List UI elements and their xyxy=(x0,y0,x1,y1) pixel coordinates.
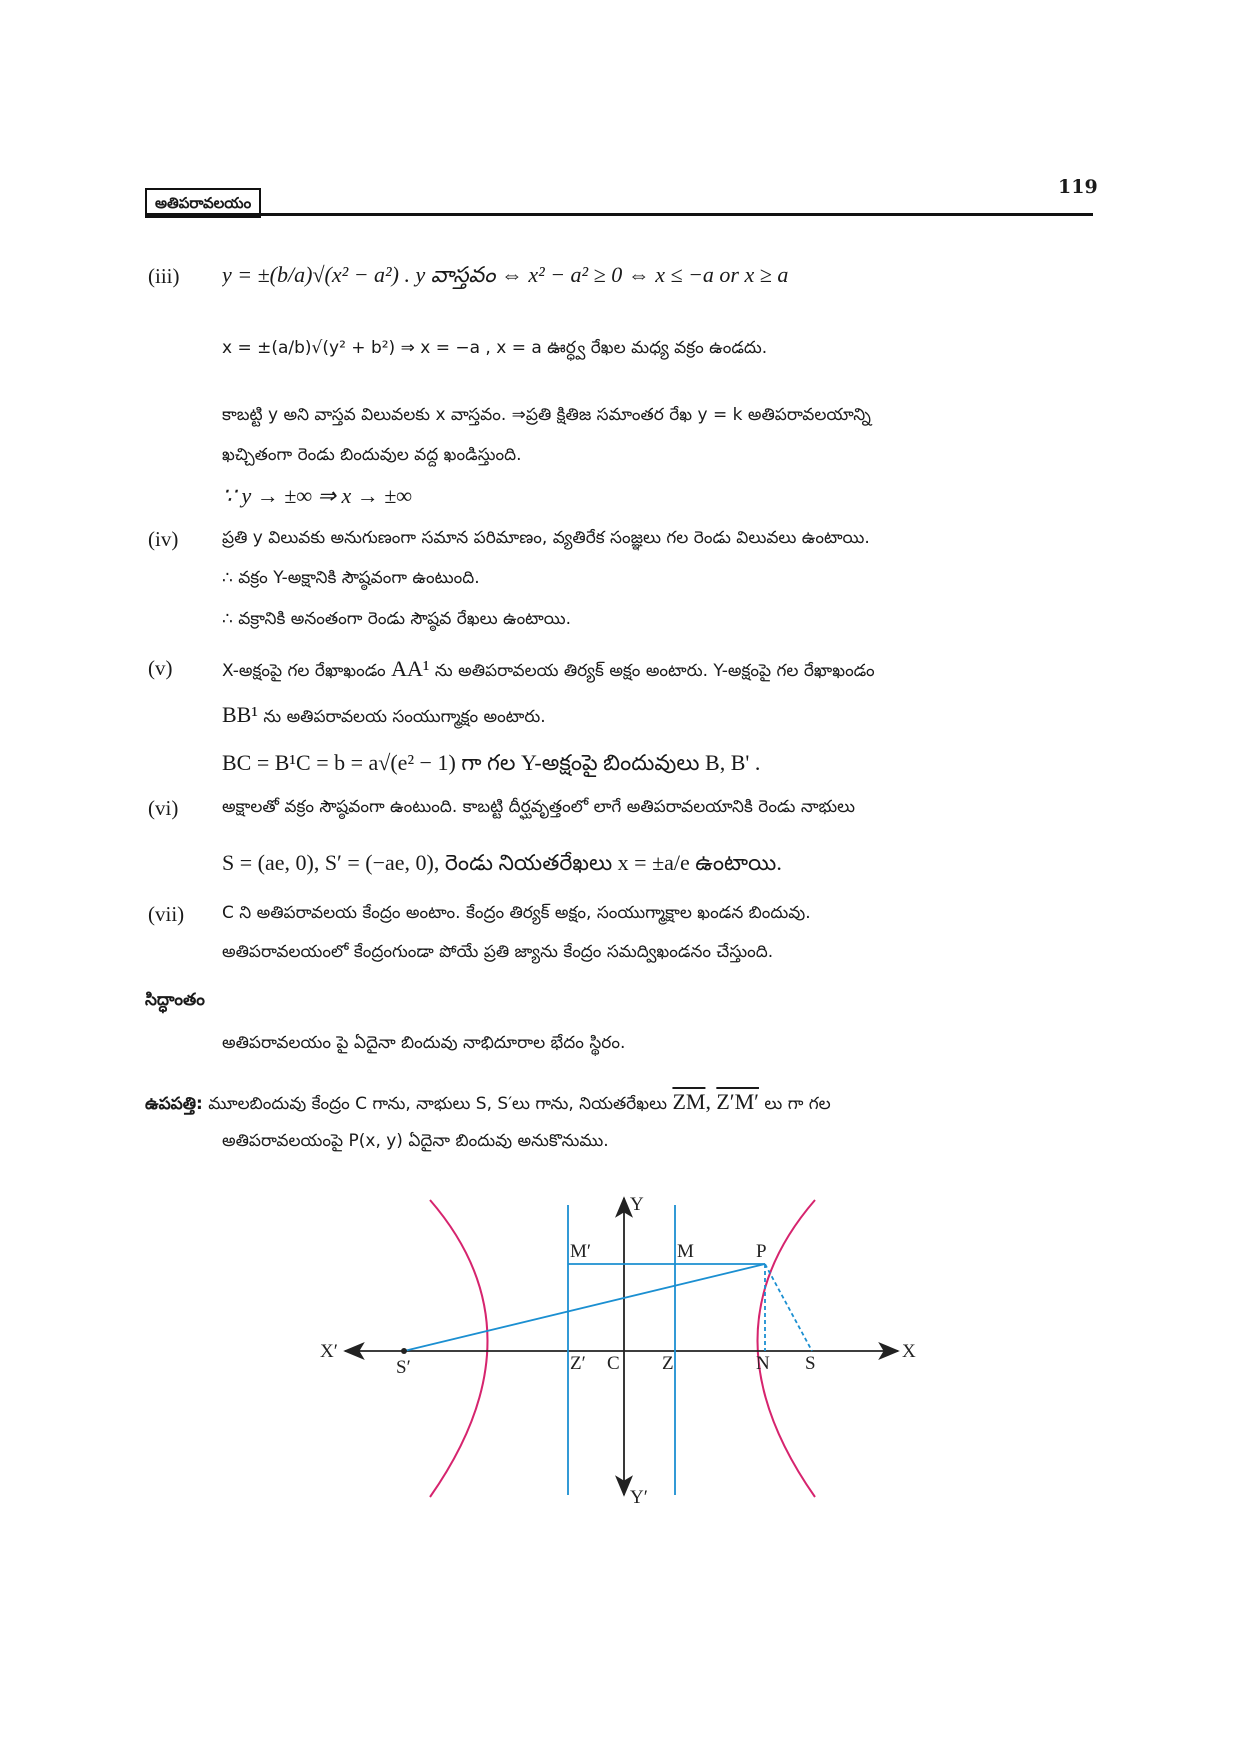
theorem-statement: అతిపరావలయం పై ఏదైనా బిందువు నాభిదూరాల భేదం స్థిరం. xyxy=(222,1033,626,1053)
item-v-line1: X-అక్షంపై గల రేఖాఖండం AA¹ ను అతిపరావలయ తిర్యక్ అక్షం అంటారు. Y-అక్షంపై గల రేఖాఖండం xyxy=(222,656,875,681)
item-iii-line5: ∵ y → ±∞ ⇒ x → ±∞ xyxy=(222,483,412,508)
theorem-heading: సిద్ధాంతం xyxy=(145,990,205,1010)
label-s: S xyxy=(805,1353,816,1374)
item-v-line2: BB¹ ను అతిపరావలయ సంయుగ్మాక్షం అంటారు. xyxy=(222,702,546,727)
label-n: N xyxy=(756,1353,770,1374)
item-iii-line1: y = ±(b/a)√(x² − a²) . y వాస్తవం ⇔ x² − a² ≥ 0 ⇔ x ≤ −a or x ≥ a xyxy=(222,262,789,287)
label-p: P xyxy=(756,1241,767,1262)
hyperbola-diagram xyxy=(300,1185,940,1505)
line-ps xyxy=(765,1264,812,1351)
label-x: X xyxy=(902,1341,916,1362)
item-v-line3: BC = B¹C = b = a√(e² − 1) గా గల Y-అక్షంపై బిందువులు B, B' . xyxy=(222,750,761,775)
label-c: C xyxy=(607,1353,620,1374)
proof-line2: అతిపరావలయంపై P(x, y) ఏదైనా బిందువు అనుకొనుము. xyxy=(222,1131,609,1151)
item-vii-line2: అతిపరావలయంలో కేంద్రంగుండా పోయే ప్రతి జ్యాను కేంద్రం సమద్విఖండనం చేస్తుంది. xyxy=(222,942,774,962)
left-branch xyxy=(430,1200,488,1497)
segment-aa1: AA¹ xyxy=(391,656,430,681)
item-iv-line2: ∴ వక్రం Y-అక్షానికి సౌష్ఠవంగా ఉంటుంది. xyxy=(222,568,480,588)
line-s-prime-p xyxy=(404,1264,765,1351)
item-iii-line2: x = ±(a/b)√(y² + b²) ⇒ x = −a , x = a ఊర్ధ్వ రేఖల మధ్య వక్రం ఉండదు. xyxy=(222,338,768,358)
item-vi-line1: అక్షాలతో వక్రం సౌష్ఠవంగా ఉంటుంది. కాబట్టి దీర్ఘవృత్తంలో లాగే అతిపరావలయానికి రెండు నాభులు xyxy=(222,797,856,817)
directrix-zm: $\overline{ZM}$ xyxy=(672,1089,706,1114)
item-iv-line1: ప్రతి y విలువకు అనుగుణంగా సమాన పరిమాణం, వ్యతిరేక సంజ్ఞలు గల రెండు విలువలు ఉంటాయి. xyxy=(222,528,870,548)
item-iii-line4: ఖచ్చితంగా రెండు బిందువుల వద్ద ఖండిస్తుంది. xyxy=(222,445,522,465)
label-m: M xyxy=(677,1241,694,1262)
focus-s-prime-point xyxy=(401,1348,407,1354)
item-vii-line1: C ని అతిపరావలయ కేంద్రం అంటాం. కేంద్రం తిర్యక్ అక్షం, సంయుగ్మాక్షాల ఖండన బిందువు. xyxy=(222,903,811,923)
item-iii-line3: కాబట్టి y అని వాస్తవ విలువలకు x వాస్తవం. ⇒ప్రతి క్షితిజ సమాంతర రేఖ y = k అతిపరావలయాన్ని xyxy=(222,405,871,425)
label-z-prime: Z′ xyxy=(570,1353,586,1374)
label-y-prime: Y′ xyxy=(630,1487,648,1505)
label-m-prime: M′ xyxy=(570,1241,592,1262)
label-z: Z xyxy=(662,1353,674,1374)
segment-bb1: BB¹ xyxy=(222,702,258,727)
item-marker: (v) xyxy=(148,656,173,680)
item-marker: (iv) xyxy=(148,527,179,551)
item-marker: (vi) xyxy=(148,796,179,820)
label-x-prime: X′ xyxy=(320,1341,338,1362)
directrix-z-prime-m-prime: Z′M′ xyxy=(716,1089,759,1114)
chapter-title-box: అతిపరావలయం xyxy=(145,188,261,218)
proof-line1: ఉపపత్తి: మూలబిందువు కేంద్రం C గాను, నాభులు S, S′లు గాను, నియతరేఖలు $\overline{ZM}$, Z′M′ లు గా గల xyxy=(145,1089,831,1114)
item-vi-line2: S = (ae, 0), S′ = (−ae, 0), రెండు నియతరేఖలు x = ±a/e ఉంటాయి. xyxy=(222,850,782,875)
label-y: Y xyxy=(630,1194,644,1215)
item-marker: (iii) xyxy=(148,264,180,288)
item-iv-line3: ∴ వక్రానికి అనంతంగా రెండు సౌష్ఠవ రేఖలు ఉంటాయి. xyxy=(222,609,572,629)
construction-lines xyxy=(404,1205,812,1495)
header-rule xyxy=(145,213,1093,216)
page-number: 119 xyxy=(1058,176,1098,198)
item-marker: (vii) xyxy=(148,902,185,926)
label-s-prime: S′ xyxy=(396,1357,411,1378)
axes xyxy=(345,1198,898,1495)
